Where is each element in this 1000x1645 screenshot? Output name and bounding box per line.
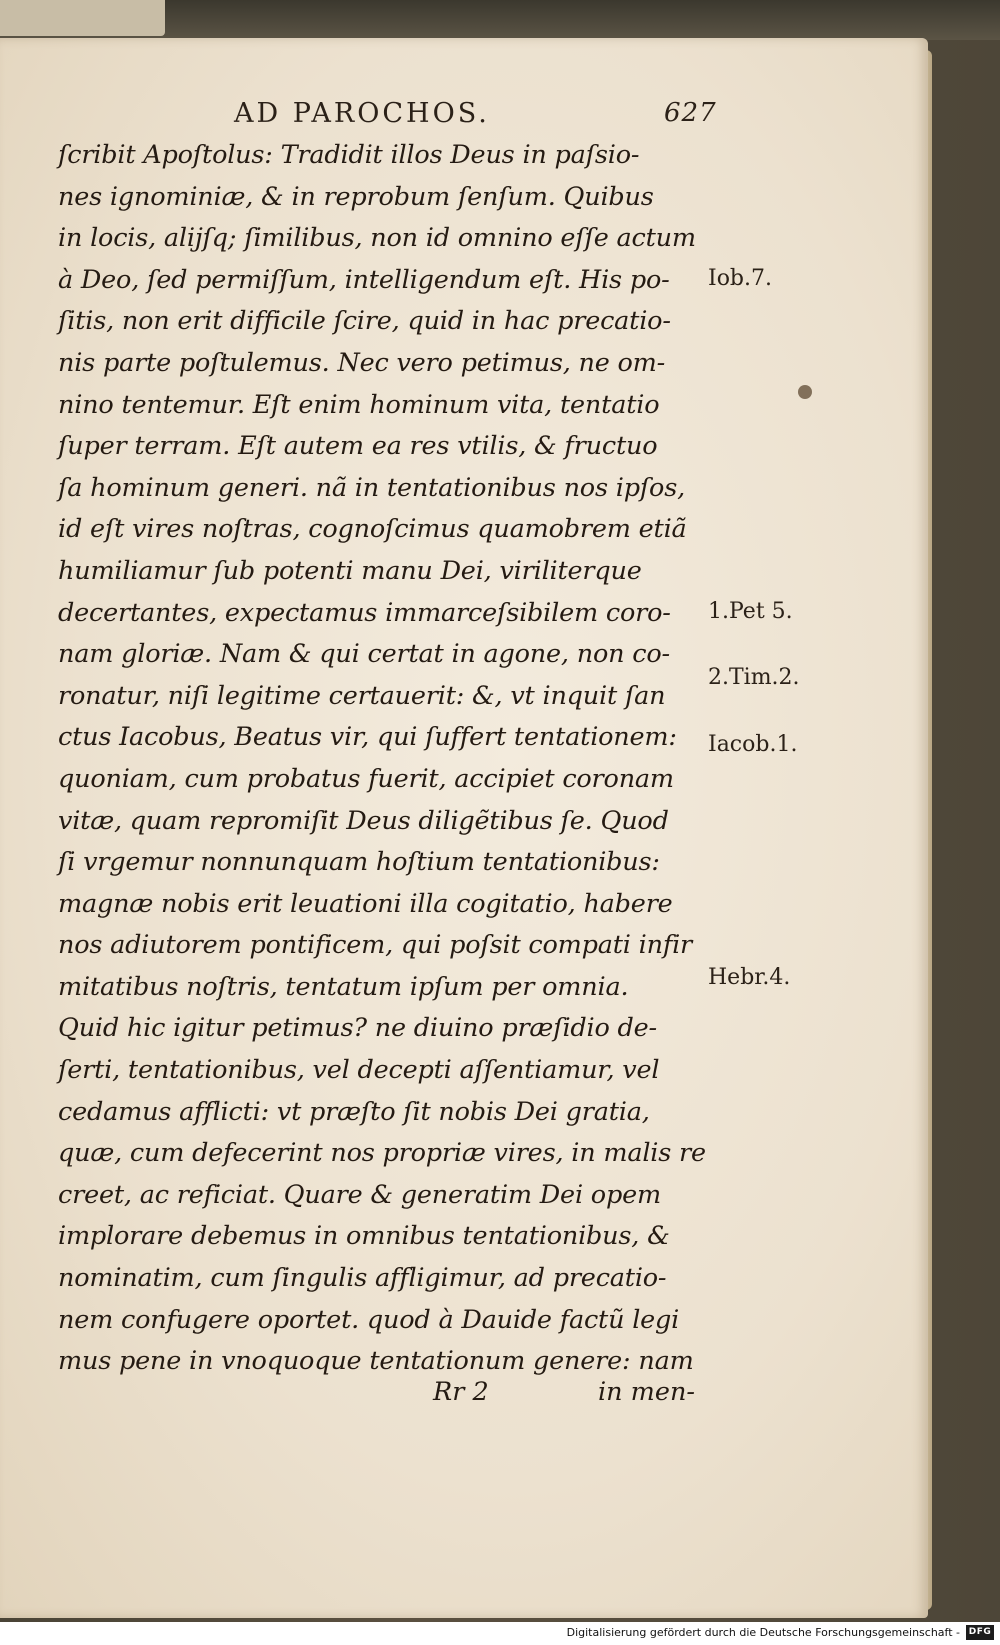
text-line: ſuper terram. Eſt autem ea res vtilis, & fructuo [58, 431, 658, 462]
running-head: AD PAROCHOS. [234, 98, 490, 129]
text-line: quæ, cum defecerint nos propriæ vires, in malis re [58, 1138, 706, 1169]
margin-note: Hebr.4. [708, 964, 791, 990]
page-number: 627 [664, 98, 717, 128]
signature-mark: Rr 2 [433, 1377, 489, 1407]
margin-note: 2.Tim.2. [708, 665, 800, 691]
text-line: ctus Iacobus, Beatus vir, qui ſuffert tentationem: [58, 722, 677, 753]
text-line: cedamus afflicti: vt præſto ſit nobis Dei gratia, [58, 1096, 650, 1127]
text-line: decertantes, expectamus immarceſsibilem coro- [58, 597, 671, 628]
text-line: nis parte poſtulemus. Nec vero petimus, ne om- [58, 347, 666, 378]
text-line: ronatur, niſi legitime certauerit: &, vt inquit ſan [58, 680, 666, 711]
text-line: nam gloriæ. Nam & qui certat in agone, non co- [58, 639, 670, 670]
text-line: implorare debemus in omnibus tentationibus, & [58, 1221, 670, 1252]
funding-bar [0, 1622, 1000, 1645]
scan-tab-left [0, 0, 165, 36]
text-line: creet, ac reficiat. Quare & generatim Dei opem [58, 1179, 661, 1210]
text-line: mitatibus noſtris, tentatum ipſum per omnia. [58, 971, 629, 1002]
text-line: quoniam, cum probatus fuerit, accipiet coronam [58, 763, 674, 794]
text-line: ſitis, non erit difficile ſcire, quid in hac precatio- [58, 306, 671, 337]
margin-note: Iacob.1. [708, 731, 798, 757]
margin-note: 1.Pet 5. [708, 598, 793, 624]
text-line: nino tentemur. Eſt enim hominum vita, tentatio [58, 389, 660, 420]
text-line: nominatim, cum ſingulis affligimur, ad precatio- [58, 1263, 667, 1294]
ink-blot-mark [798, 385, 812, 399]
text-line: humiliamur ſub potenti manu Dei, viriliterque [58, 555, 642, 586]
text-line: id eſt vires noſtras, cognoſcimus quamobrem etiã [58, 514, 687, 545]
text-line: magnæ nobis erit leuationi illa cogitatio, habere [58, 888, 673, 919]
body-text [58, 135, 718, 1383]
text-line: à Deo, ſed permiſſum, intelligendum eſt. His po- [58, 264, 670, 295]
text-line: Quid hic igitur petimus? ne diuino præſidio de- [58, 1013, 657, 1044]
text-line: ſerti, tentationibus, vel decepti aſſentiamur, vel [58, 1055, 660, 1086]
text-line: vitæ, quam repromiſit Deus diligẽtibus ſe. Quod [58, 805, 669, 836]
text-line: nes ignominiæ, & in reprobum ſenſum. Quibus [58, 181, 654, 212]
margin-note: Iob.7. [708, 265, 773, 291]
text-line: in locis, alijſq; ſimilibus, non id omnino eſſe actum [58, 223, 696, 254]
catchword: in men- [598, 1377, 695, 1407]
text-line: mus pene in vnoquoque tentationum genere: nam [58, 1346, 694, 1377]
text-line: ſcribit Apoſtolus: Tradidit illos Deus in paſsio- [58, 140, 640, 170]
text-line: ſa hominum generi. nã in tentationibus nos ipſos, [58, 472, 686, 503]
dfg-logo: DFG [966, 1625, 994, 1640]
funding-note: Digitalisierung gefördert durch die Deutsche Forschungsgemeinschaft - [566, 1626, 960, 1639]
text-line: nem confugere oportet. quod à Dauide factũ legi [58, 1304, 680, 1335]
text-line: ſi vrgemur nonnunquam hoſtium tentationibus: [58, 847, 660, 878]
text-line: nos adiutorem pontificem, qui poſsit compati infir [58, 930, 693, 961]
